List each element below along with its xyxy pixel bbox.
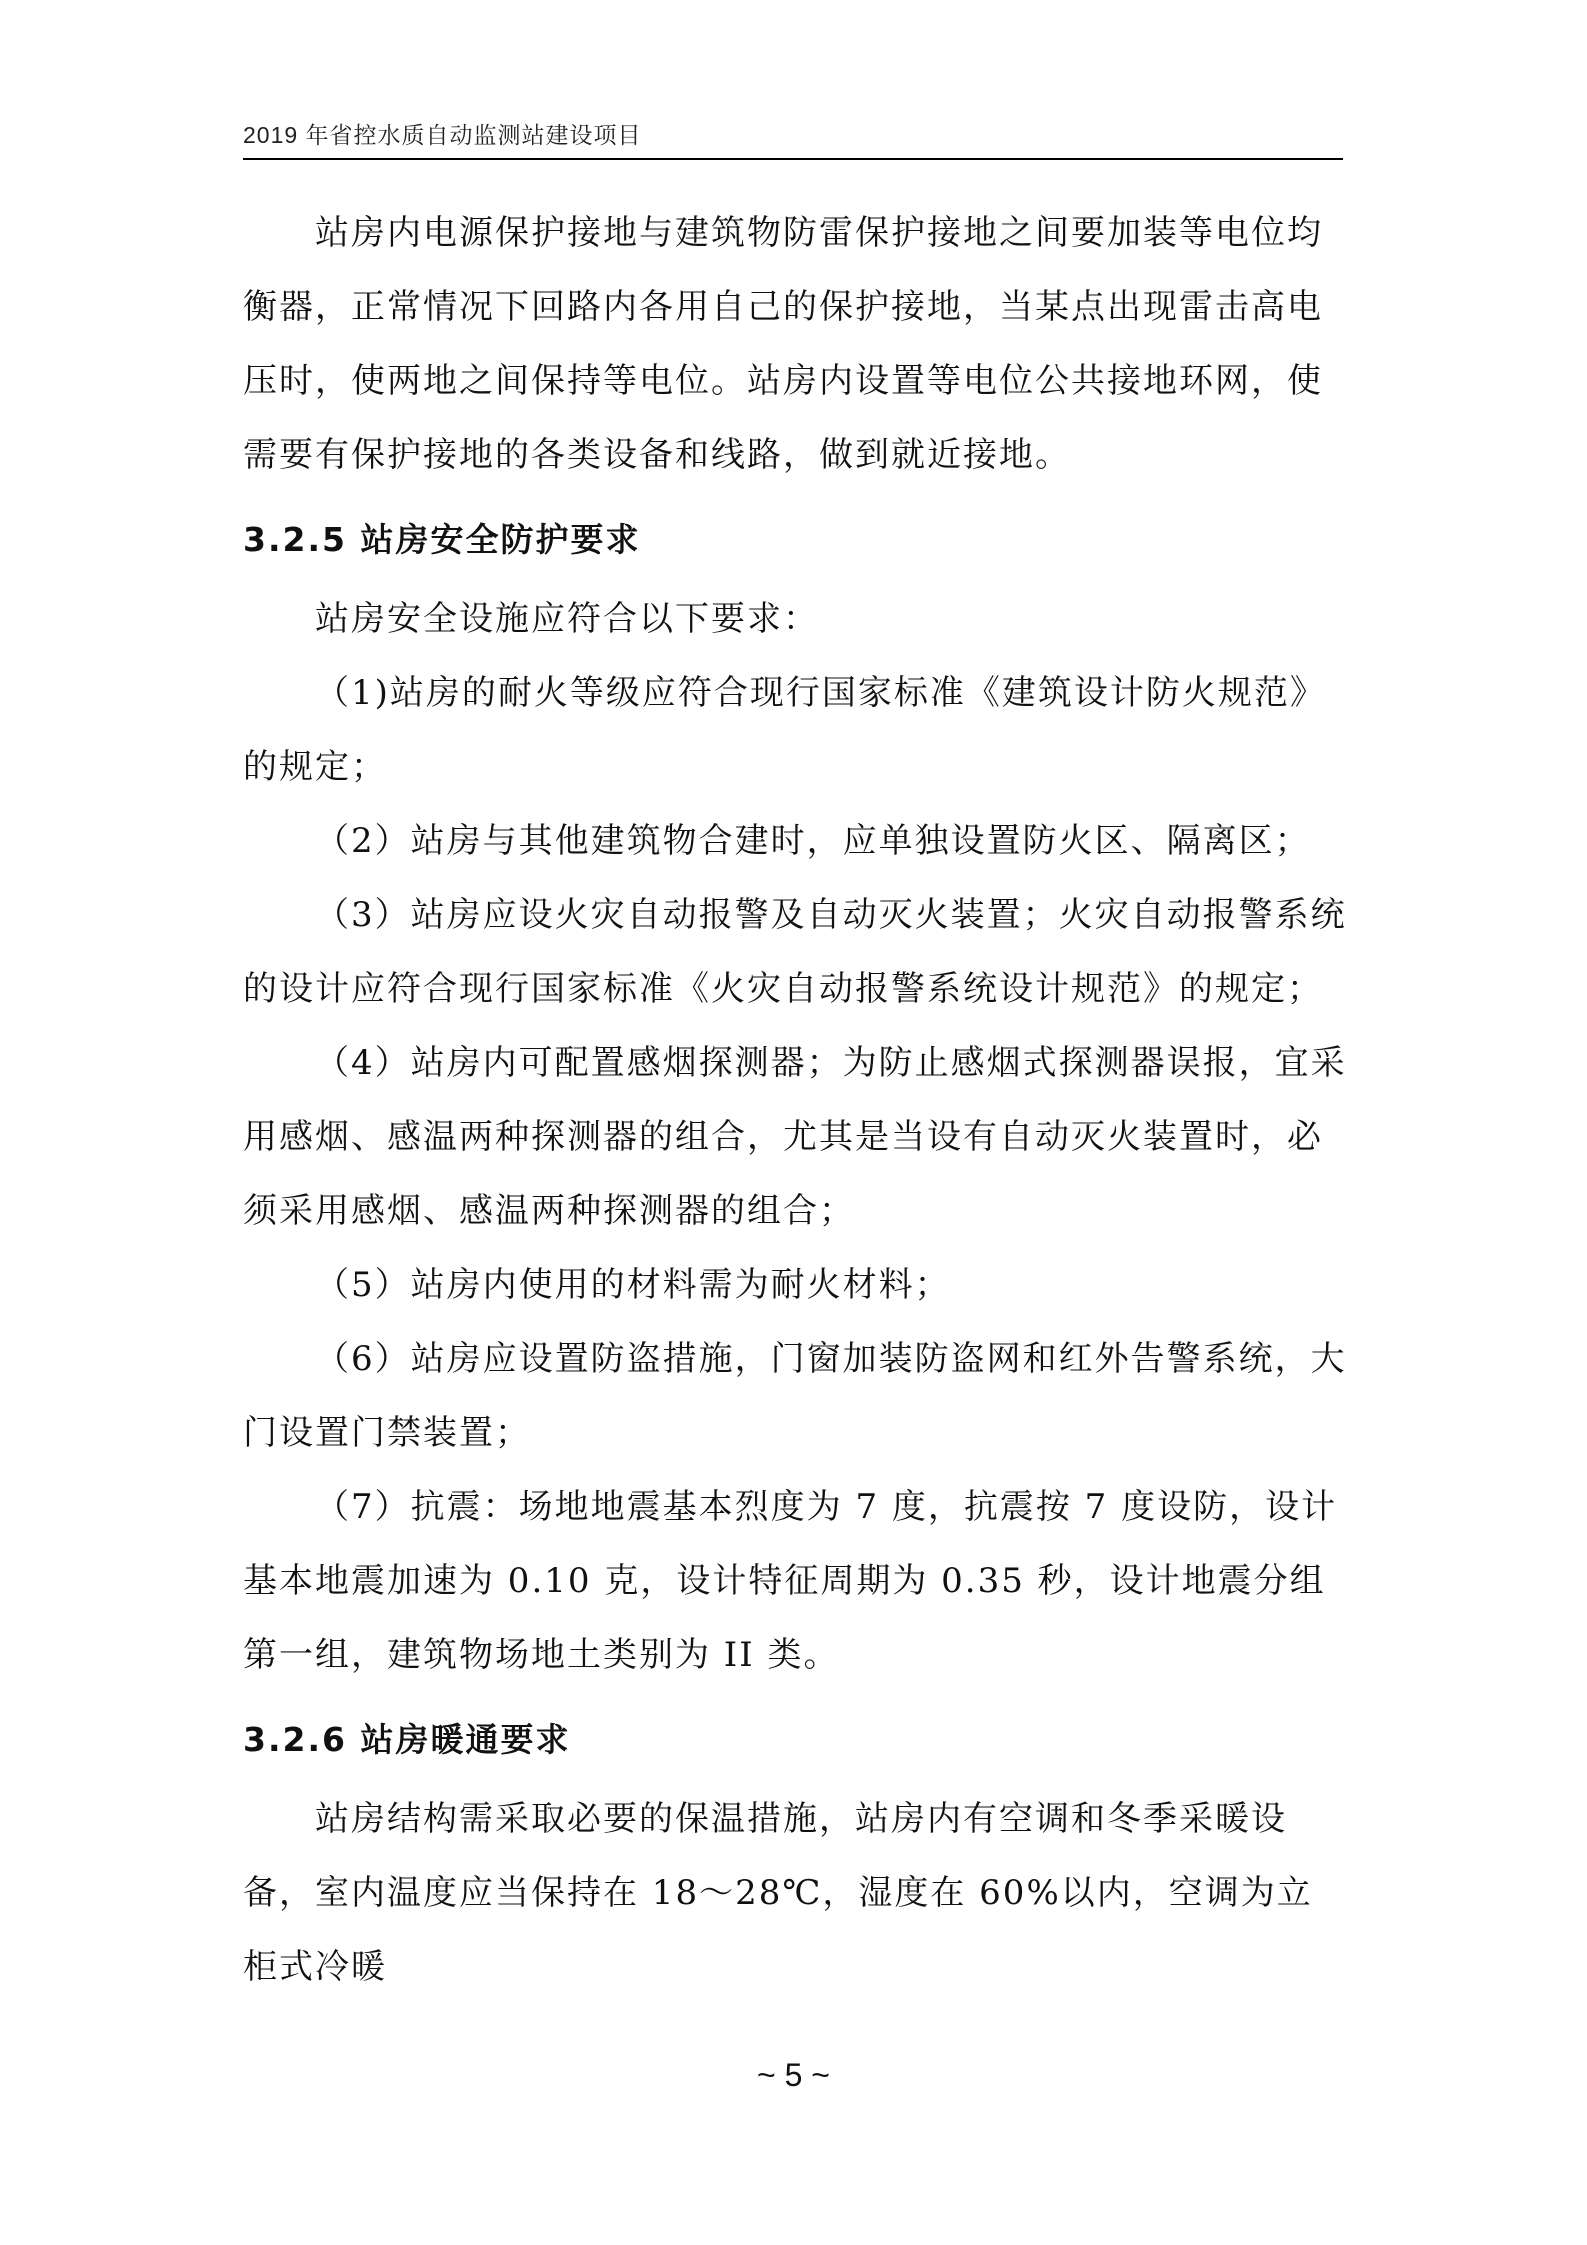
safety-item-7: （7）抗震：场地地震基本烈度为 7 度，抗震按 7 度设防，设计基本地震加速为 0.10 克，设计特征周期为 0.35 秒，设计地震分组第一组，建筑物场地土类别为 II 类。 [243,1487,1338,1675]
safety-intro: 站房安全设施应符合以下要求： [315,599,819,639]
grounding-paragraph: 站房内电源保护接地与建筑物防雷保护接地之间要加装等电位均衡器，正常情况下回路内各用自己的保护接地，当某点出现雷击高电压时，使两地之间保持等电位。站房内设置等电位公共接地环网，使需要有保护接地的各类设备和线路，做到就近接地。 [243,213,1323,475]
safety-item-1: （1)站房的耐火等级应符合现行国家标准《建筑设计防火规范》的规定； [243,673,1326,787]
header-rule [243,158,1343,160]
safety-item-3: （3）站房应设火灾自动报警及自动灭火装置；火灾自动报警系统的设计应符合现行国家标准《火灾自动报警系统设计规范》的规定； [243,895,1347,1009]
safety-item-4: （4）站房内可配置感烟探测器；为防止感烟式探测器误报，宜采用感烟、感温两种探测器的组合，尤其是当设有自动灭火装置时，必须采用感烟、感温两种探测器的组合； [243,1043,1347,1231]
safety-item-6: （6）站房应设置防盗措施，门窗加装防盗网和红外告警系统，大门设置门禁装置； [243,1339,1347,1453]
document-body [243,196,1347,2004]
hvac-paragraph: 站房结构需采取必要的保温措施，站房内有空调和冬季采暖设备，室内温度应当保持在 18～28℃，湿度在 60%以内，空调为立柜式冷暖 [243,1799,1313,1987]
section-heading-326: 3.2.6 站房暖通要求 [243,1720,571,1759]
running-header: 2019 年省控水质自动监测站建设项目 [243,122,642,148]
page-number: ~ 5 ~ [757,2057,830,2093]
safety-item-2: （2）站房与其他建筑物合建时，应单独设置防火区、隔离区； [315,821,1311,861]
section-heading-325: 3.2.5 站房安全防护要求 [243,520,641,559]
safety-item-5: （5）站房内使用的材料需为耐火材料； [315,1265,951,1305]
